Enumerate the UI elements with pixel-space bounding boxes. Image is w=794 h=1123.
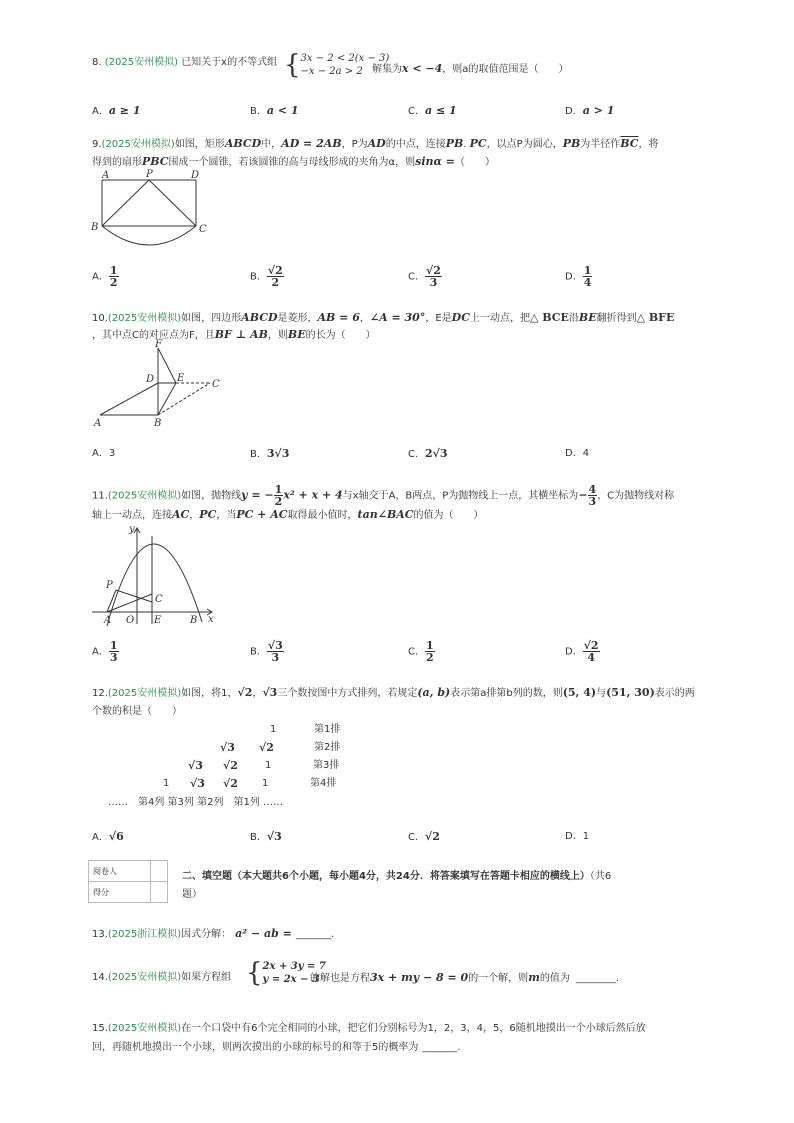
source-tag: (2025安州模拟) (107, 313, 182, 324)
arrangement-cell: 1 (270, 724, 277, 735)
section-title-tail: 题） (182, 889, 202, 900)
column-labels: …… 第4列 第3列 第2列 第1列 …… (108, 797, 283, 808)
source-tag: (2025浙江模拟) (107, 929, 182, 940)
q10-figure (90, 338, 230, 430)
arrangement-cell: √3 (220, 741, 235, 754)
section-title: 二、填空题（本大题共6个小题，每小题4分，共24分．将答案填写在答题卡相应的横线上）（共6 (182, 871, 612, 882)
arrangement-cell: √2 (259, 741, 274, 754)
source-tag: (2025安州模拟) (107, 688, 182, 699)
question-14-tail: 的解也是方程3x + my − 8 = 0的一个解，则m的值为 ________. (310, 971, 620, 984)
solution-set: x < −4 (402, 62, 443, 75)
brace: { (284, 50, 301, 80)
label-a: A (94, 418, 102, 429)
question-14: 14.(2025安州模拟)如果方程组 (92, 972, 232, 983)
answer-blank[interactable]: ________ (575, 973, 616, 984)
q11-option-b[interactable]: B． $\frac{√3}{3}$ (250, 639, 283, 664)
label-a: A (104, 615, 112, 626)
q12-option-b[interactable]: B．√3 (250, 830, 282, 843)
system-line-1: 3x − 2 < 2(x − 3) (300, 53, 390, 64)
row-label: 第1排 (314, 724, 341, 735)
q8-option-b[interactable]: B．a < 1 (250, 104, 299, 117)
source-tag: (2025安州模拟) (107, 1023, 182, 1034)
question-11-line2: 轴上一动点，连接AC，PC，当PC + AC取得最小值时，tan∠BAC的值为（ ） (92, 508, 484, 521)
label-a: A (102, 170, 110, 181)
question-9: 9.(2025安州模拟)如图，矩形ABCD中，AD = 2AB，P为AD的中点，连接PB. PC，以点P为圆心，PB为半径作$\overline{BC}$，将 (92, 137, 659, 150)
label-c: C (199, 224, 207, 235)
q11-option-a[interactable]: A． $\frac{1}{3}$ (92, 639, 118, 664)
q9-option-b[interactable]: B． $\frac{√2}{2}$ (250, 264, 283, 289)
question-text: 解集为 (372, 64, 402, 75)
source-tag: (2025安州模拟) (104, 57, 178, 68)
q8-option-d[interactable]: D．a > 1 (565, 104, 615, 117)
question-10: 10.(2025安州模拟)如图，四边形ABCD是菱形，AB = 6，∠A = 30°，E是DC上一动点，把△ BCE沿BE翻折得到△ BFE (92, 311, 675, 324)
row-label: 第4排 (310, 778, 337, 789)
q9-option-d[interactable]: D． $\frac{1}{4}$ (565, 264, 592, 289)
q10-option-b[interactable]: B．3√3 (250, 447, 290, 460)
arrangement-cell: √2 (223, 777, 238, 790)
q12-option-a[interactable]: A．√6 (92, 830, 124, 843)
question-12-line2: 个数的积是（ ） (92, 706, 182, 717)
brace: { (246, 958, 263, 988)
source-tag: (2025安州模拟) (107, 490, 182, 502)
label-x: x (208, 614, 214, 625)
arrangement-cell: 1 (163, 778, 170, 789)
question-9-line2: 得到的扇形PBC围成一个圆锥，若该圆锥的高与母线形成的夹角为α，则sinα =（ ） (92, 155, 496, 168)
label-f: F (155, 339, 162, 350)
label-o: O (126, 615, 135, 626)
question-12: 12.(2025安州模拟)如图，将1，√2，√3三个数按图中方式排列，若规定(a, b)表示第a排第b列的数，则(5, 4)与(51, 30)表示的两 (92, 686, 695, 699)
q10-option-d[interactable]: D．4 (565, 448, 590, 459)
score-cell: 得分 (89, 882, 151, 903)
reviewer-cell: 阅卷人 (89, 861, 151, 882)
question-11: 11.(2025安州模拟)如图，抛物线y = − $\frac{1}{2}$ x² + x + 4与x轴交于A，B两点，P为抛物线上一点，其横坐标为− $\frac{4}{3}$ ，C为抛物线对称 (92, 483, 675, 508)
question-8 (92, 56, 277, 70)
label-d: D (191, 170, 200, 181)
q10-option-c[interactable]: C．2√3 (408, 447, 448, 460)
system-line-2: −x − 2a > 2 (300, 66, 363, 77)
question-8-tail (372, 62, 568, 77)
question-text: 已知关于x的不等式组 (181, 57, 278, 68)
answer-blank[interactable]: _______ (295, 929, 331, 940)
question-13: 13.(2025浙江模拟)因式分解： a² − ab = _______. (92, 927, 335, 940)
label-c: C (212, 379, 220, 390)
q10-option-a[interactable]: A．3 (92, 448, 116, 459)
label-b: B (91, 222, 99, 233)
answer-blank[interactable]: _______ (422, 1042, 458, 1053)
label-c: C (155, 594, 163, 605)
q9-option-a[interactable]: A． $\frac{1}{2}$ (92, 264, 118, 289)
label-b: B (154, 418, 162, 429)
question-10-line2: ，其中点C的对应点为F，且BF ⊥ AB，则BE的长为（ ） (92, 328, 376, 341)
row-label: 第3排 (313, 760, 340, 771)
source-tag: (2025安州模拟) (101, 139, 175, 150)
label-p: P (146, 169, 153, 180)
q8-option-a[interactable]: A．a ≥ 1 (92, 104, 141, 117)
q9-figure (88, 168, 218, 250)
question-15-line2: 回，再随机地摸出一个小球，则两次摸出的小球的标号的和等于5的概率为 _______. (92, 1042, 461, 1053)
arrangement-cell: √3 (190, 777, 205, 790)
score-table (88, 860, 168, 903)
row-label: 第2排 (314, 742, 341, 753)
arrangement-cell: √2 (223, 759, 238, 772)
q11-option-c[interactable]: C． $\frac{1}{2}$ (408, 639, 434, 664)
label-p: P (106, 580, 113, 591)
q12-option-d[interactable]: D．1 (565, 831, 590, 842)
q12-option-c[interactable]: C．√2 (408, 830, 440, 843)
score-blank (151, 882, 168, 903)
q11-figure (90, 522, 220, 628)
reviewer-blank (151, 861, 168, 882)
question-number: 8. (92, 57, 102, 68)
question-15: 15.(2025安州模拟)在一个口袋中有6个完全相同的小球，把它们分别标号为1，2，3，4，5，6随机地摸出一个小球后然后放 (92, 1023, 646, 1034)
arrangement-cell: 1 (265, 760, 272, 771)
q9-option-c[interactable]: C． $\frac{√2}{3}$ (408, 264, 441, 289)
question-text: ，则a的取值范围是（ ） (442, 64, 569, 75)
label-b: B (190, 615, 198, 626)
label-e: E (154, 615, 162, 626)
source-tag: (2025安州模拟) (107, 972, 182, 983)
arrangement-cell: √3 (188, 759, 203, 772)
system-line-2: y = 2x − 3 (262, 974, 319, 985)
system-line-1: 2x + 3y = 7 (262, 961, 326, 972)
label-e: E (177, 373, 185, 384)
arrangement-cell: 1 (262, 778, 269, 789)
q8-option-c[interactable]: C．a ≤ 1 (408, 104, 457, 117)
label-d: D (146, 374, 155, 385)
label-y: y (129, 524, 135, 535)
q11-option-d[interactable]: D． $\frac{√2}{4}$ (565, 639, 599, 664)
